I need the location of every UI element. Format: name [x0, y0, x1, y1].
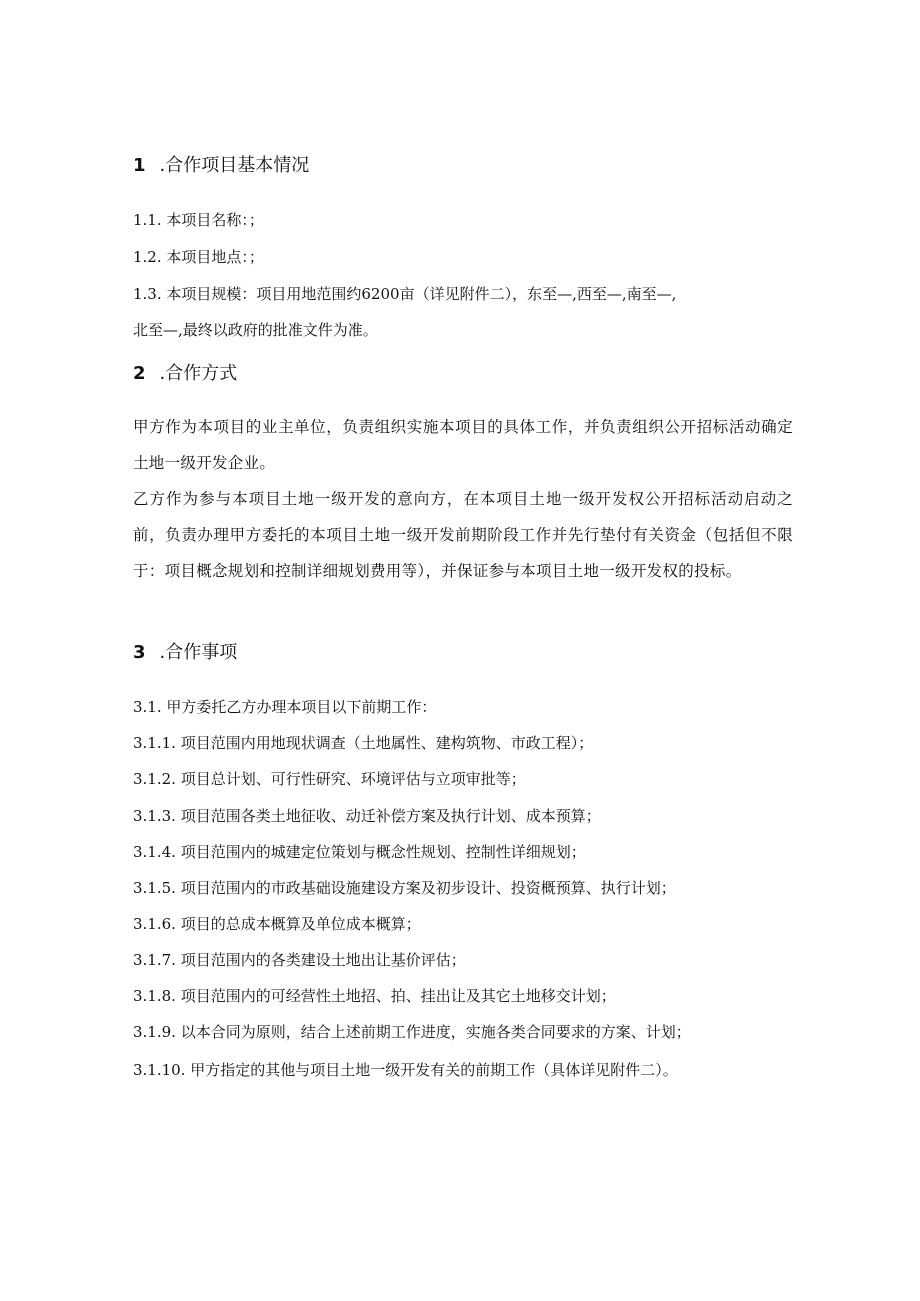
list-item: 3.1.4. 项目范围内的城建定位策划与概念性规划、控制性详细规划；: [133, 843, 586, 861]
list-item: 1.3. 本项目规模：项目用地范围约6200亩（详见附件二），东至—,西至—,南至—,: [133, 285, 677, 303]
section-heading-2: [133, 359, 237, 385]
list-item: 3.1.5. 项目范围内的市政基础设施建设方案及初步设计、投资概预算、执行计划；: [133, 879, 676, 897]
paragraph: 甲方作为本项目的业主单位，负责组织实施本项目的具体工作，并负责组织公开招标活动确定土地一级开发企业。: [133, 418, 793, 472]
section-heading-1: [133, 151, 309, 177]
section-title: .合作事项: [159, 642, 238, 663]
list-item: 3.1.10. 甲方指定的其他与项目土地一级开发有关的前期工作（具体详见附件二）。: [133, 1061, 678, 1079]
section-number: 1: [133, 155, 146, 176]
list-item: 3.1.1. 项目范围内用地现状调查（土地属性、建构筑物、市政工程）；: [133, 734, 594, 752]
list-item: 3.1.9. 以本合同为原则，结合上述前期工作进度，实施各类合同要求的方案、计划；: [133, 1023, 691, 1041]
list-item: 3.1.8. 项目范围内的可经营性土地招、拍、挂出让及其它土地移交计划；: [133, 987, 616, 1005]
section-heading-3: [133, 638, 237, 664]
section-title: .合作方式: [159, 363, 238, 384]
list-item: 3.1.2. 项目总计划、可行性研究、环境评估与立项审批等；: [133, 770, 526, 788]
list-item: 1.1. 本项目名称：；: [133, 211, 264, 229]
section-number: 2: [133, 363, 146, 384]
paragraph: 乙方作为参与本项目土地一级开发的意向方，在本项目土地一级开发权公开招标活动启动之前，负责办理甲方委托的本项目土地一级开发前期阶段工作并先行垫付有关资金（包括但不限于：项目概念规划和控制详细规划费用等），并保证参与本项目土地一级开发权的投标。: [133, 490, 793, 580]
list-item: 3.1.7. 项目范围内的各类建设土地出让基价评估；: [133, 951, 466, 969]
list-item: 3.1.3. 项目范围各类土地征收、动迁补偿方案及执行计划、成本预算；: [133, 807, 601, 825]
list-item: 1.2. 本项目地点：；: [133, 248, 264, 266]
list-item: 3.1. 甲方委托乙方办理本项目以下前期工作：: [133, 698, 437, 716]
list-item: 北至—,最终以政府的批准文件为准。: [133, 321, 378, 339]
section-number: 3: [133, 642, 146, 663]
section-title: .合作项目基本情况: [159, 155, 310, 176]
list-item: 3.1.6. 项目的总成本概算及单位成本概算；: [133, 915, 421, 933]
